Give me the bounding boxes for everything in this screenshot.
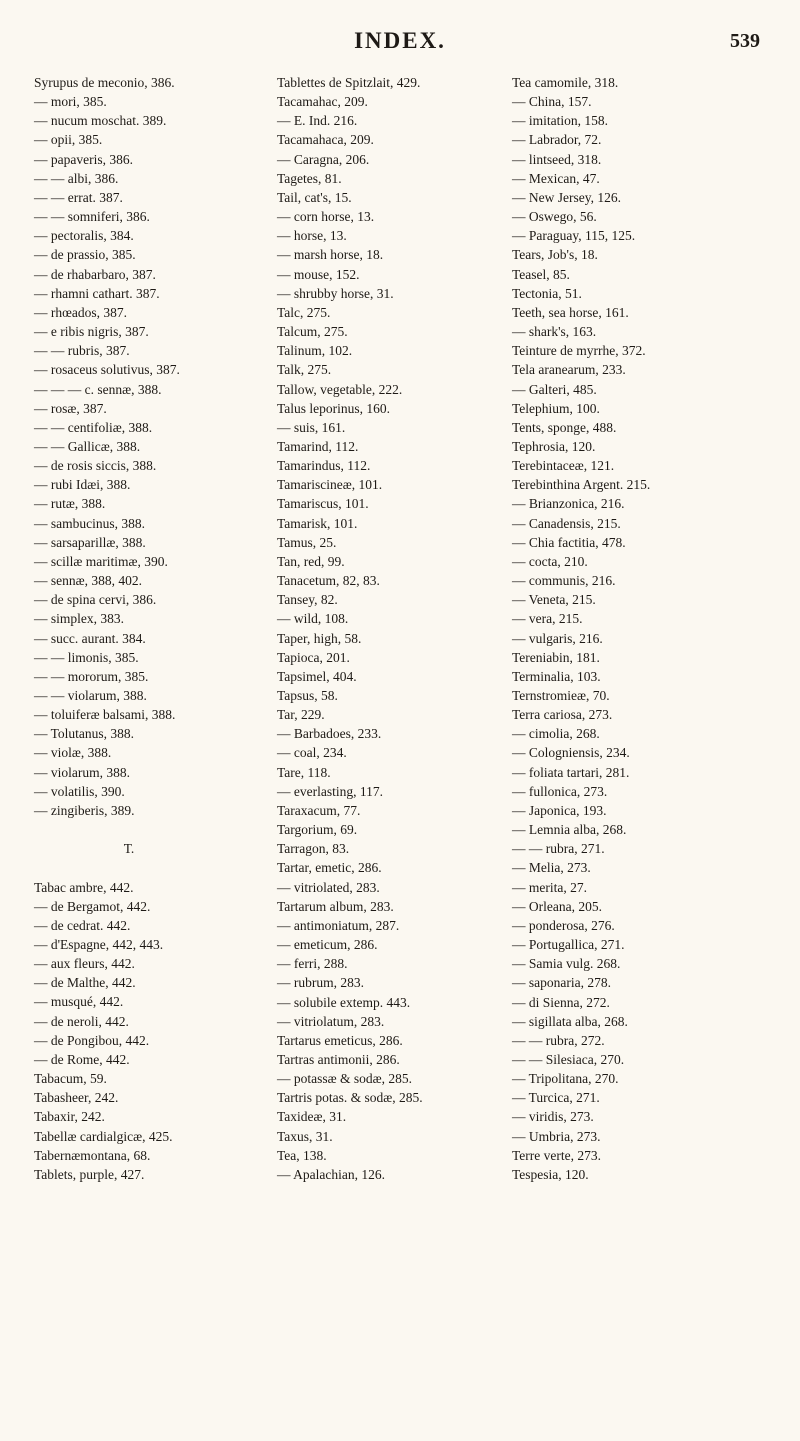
index-entry: — Paraguay, 115, 125.: [512, 228, 636, 244]
index-entry: — Cologniensis, 234.: [512, 745, 630, 761]
index-entry: — sigillata alba, 268.: [512, 1013, 628, 1029]
index-entry: Terebinthina Argent. 215.: [512, 477, 651, 493]
index-entry: — corn horse, 13.: [277, 209, 375, 225]
index-columns: [0, 73, 800, 1383]
index-entry: Talk, 275.: [277, 362, 332, 378]
index-entry: — rosaceus solutivus, 387.: [34, 362, 180, 378]
index-entry: — de Malthe, 442.: [34, 975, 136, 991]
index-entry: — de Pongibou, 442.: [34, 1032, 150, 1048]
index-entry: Tectonia, 51.: [512, 285, 582, 301]
index-entry: Taraxacum, 77.: [277, 802, 361, 818]
index-entry: — China, 157.: [512, 94, 592, 110]
index-entry: — violæ, 388.: [34, 745, 112, 761]
index-column-2: [277, 73, 527, 1184]
index-entry: Tephrosia, 120.: [512, 438, 596, 454]
index-entry: Tapsimel, 404.: [277, 668, 357, 684]
index-entry: — succ. aurant. 384.: [34, 630, 146, 646]
index-entry: — — limonis, 385.: [34, 649, 139, 665]
index-entry: — suis, 161.: [277, 419, 346, 435]
index-entry: — cimolia, 268.: [512, 726, 600, 742]
index-entry: — rubi Idæi, 388.: [34, 477, 131, 493]
index-entry: Taxus, 31.: [277, 1128, 333, 1144]
index-column-1: [34, 73, 284, 1184]
index-entry: Tartar, emetic, 286.: [277, 860, 382, 876]
index-entry: Tereniabin, 181.: [512, 649, 600, 665]
index-entry: — nucum moschat. 389.: [34, 113, 167, 129]
index-entry: — Japonica, 193.: [512, 802, 607, 818]
index-entry: — — violarum, 388.: [34, 688, 147, 703]
index-entry: — lintseed, 318.: [512, 151, 602, 167]
index-entry: Terminalia, 103.: [512, 668, 601, 684]
index-entry: Tacamahaca, 209.: [277, 132, 374, 148]
index-entry: — Chia factitia, 478.: [512, 534, 626, 550]
spacer: [34, 858, 284, 877]
index-entry: — — mororum, 385.: [34, 668, 149, 684]
index-entry: — cocta, 210.: [512, 553, 588, 569]
index-entry: Tela aranearum, 233.: [512, 362, 626, 378]
index-entry: Tartarum album, 283.: [277, 898, 394, 914]
index-entry: Tents, sponge, 488.: [512, 419, 617, 435]
index-entry: Teeth, sea horse, 161.: [512, 304, 629, 320]
index-entry: — pectoralis, 384.: [34, 228, 134, 244]
index-entry: — sambucinus, 388.: [34, 515, 145, 531]
index-entry: — Barbadoes, 233.: [277, 726, 382, 742]
index-entry: Tabacum, 59.: [34, 1071, 107, 1087]
index-entry: Tare, 118.: [277, 764, 331, 780]
index-entry: — fullonica, 273.: [512, 783, 608, 799]
index-entry: Tartarus emeticus, 286.: [277, 1032, 403, 1048]
index-entry: — merita, 27.: [512, 879, 587, 895]
index-entry: — d'Espagne, 442, 443.: [34, 937, 164, 952]
index-entry: Tansey, 82.: [277, 592, 338, 608]
index-entry: — Orleana, 205.: [512, 898, 602, 914]
index-entry: — — rubris, 387.: [34, 343, 130, 359]
index-entry: — musqué, 442.: [34, 994, 124, 1010]
index-entry: — — albi, 386.: [34, 170, 119, 186]
index-entry: — Apalachian, 126.: [277, 1166, 385, 1182]
index-entry: — solubile extemp. 443.: [277, 994, 411, 1010]
index-entry: Tan, red, 99.: [277, 553, 345, 569]
index-entry: Tacamahac, 209.: [277, 94, 368, 110]
index-entry: Taper, high, 58.: [277, 630, 362, 646]
index-entry: — wild, 108.: [277, 611, 349, 627]
index-entry: — — rubra, 271.: [512, 841, 605, 857]
index-entry: Tea camomile, 318.: [512, 75, 619, 90]
index-entry: — de rhabarbaro, 387.: [34, 266, 156, 282]
index-entry: — communis, 216.: [512, 573, 616, 589]
section-letter: T.: [123, 841, 135, 857]
index-entry: — rhœados, 387.: [34, 304, 127, 320]
index-entry: — Veneta, 215.: [512, 592, 596, 608]
index-entry: Tespesia, 120.: [512, 1166, 589, 1182]
index-entry: — papaveris, 386.: [34, 151, 133, 167]
index-entry: Tamarind, 112.: [277, 438, 359, 454]
index-entry: Tabasheer, 242.: [34, 1090, 119, 1106]
index-entry: — Labrador, 72.: [512, 132, 602, 148]
index-entry: — Mexican, 47.: [512, 170, 600, 186]
index-entry: — vitriolatum, 283.: [277, 1013, 385, 1029]
index-entry: — — somniferi, 386.: [34, 209, 150, 225]
index-entry: — Umbria, 273.: [512, 1128, 601, 1144]
index-entry: Tamariscineæ, 101.: [277, 477, 383, 493]
index-entry: — aux fleurs, 442.: [34, 956, 135, 972]
index-entry: Tamus, 25.: [277, 534, 337, 550]
index-entry: — antimoniatum, 287.: [277, 917, 400, 933]
index-entry: Terebintaceæ, 121.: [512, 458, 615, 474]
index-entry: — simplex, 383.: [34, 611, 124, 627]
index-column-3: [512, 73, 787, 1184]
index-entry: — potassæ & sodæ, 285.: [277, 1071, 413, 1087]
index-entry: Tabac ambre, 442.: [34, 879, 134, 895]
index-entry: Teinture de myrrhe, 372.: [512, 343, 646, 359]
spacer: [34, 820, 284, 839]
page-number: 539: [730, 30, 760, 52]
index-entry: Tablets, purple, 427.: [34, 1166, 145, 1182]
index-entry: Tea, 138.: [277, 1147, 327, 1163]
running-head: [0, 28, 800, 58]
index-entry: — Tripolitana, 270.: [512, 1071, 619, 1087]
index-entry: — horse, 13.: [277, 228, 347, 244]
index-entry: — marsh horse, 18.: [277, 247, 384, 263]
index-entry: Talc, 275.: [277, 304, 331, 320]
index-entry: Tamariscus, 101.: [277, 496, 369, 512]
index-entry: — ferri, 288.: [277, 956, 348, 972]
index-entry: — rosæ, 387.: [34, 400, 107, 416]
index-entry: — sarsaparillæ, 388.: [34, 534, 146, 550]
index-entry: — — Gallicæ, 388.: [34, 438, 141, 454]
index-entry: Talinum, 102.: [277, 343, 353, 359]
index-entry: — — errat. 387.: [34, 189, 123, 205]
index-entry: — viridis, 273.: [512, 1109, 594, 1125]
index-entry: Tablettes de Spitzlait, 429.: [277, 75, 421, 90]
index-entry: — rhamni cathart. 387.: [34, 285, 160, 301]
index-entry: Teasel, 85.: [512, 266, 570, 282]
index-entry: — Brianzonica, 216.: [512, 496, 625, 512]
index-entry: Tears, Job's, 18.: [512, 247, 598, 263]
index-entry: — mouse, 152.: [277, 266, 360, 282]
index-entry: — Turcica, 271.: [512, 1090, 600, 1106]
index-entry: — everlasting, 117.: [277, 783, 383, 799]
index-entry: — Portugallica, 271.: [512, 937, 625, 953]
index-entry: Telephium, 100.: [512, 400, 600, 416]
index-entry: — vera, 215.: [512, 611, 583, 627]
index-entry: Talus leporinus, 160.: [277, 400, 391, 416]
index-entry: — toluiferæ balsami, 388.: [34, 707, 176, 723]
index-entry: — Caragna, 206.: [277, 151, 370, 167]
index-entry: Targorium, 69.: [277, 822, 358, 838]
index-entry: — — rubra, 272.: [512, 1032, 605, 1048]
index-entry: — Lemnia alba, 268.: [512, 822, 627, 838]
index-entry: — imitation, 158.: [512, 113, 608, 129]
index-entry: Syrupus de meconio, 386.: [34, 75, 175, 90]
index-entry: Tallow, vegetable, 222.: [277, 381, 403, 397]
index-entry: — saponaria, 278.: [512, 975, 611, 991]
index-entry: — de rosis siccis, 388.: [34, 458, 157, 474]
index-entry: — opii, 385.: [34, 132, 103, 148]
index-entry: — New Jersey, 126.: [512, 189, 621, 205]
index-entry: — rubrum, 283.: [277, 975, 364, 991]
index-entry: — — centifoliæ, 388.: [34, 419, 153, 435]
index-entry: Terra cariosa, 273.: [512, 707, 613, 723]
index-entry: — de Rome, 442.: [34, 1051, 130, 1067]
index-entry: Ternstromieæ, 70.: [512, 688, 610, 703]
index-entry: — volatilis, 390.: [34, 783, 125, 799]
index-entry: — foliata tartari, 281.: [512, 764, 630, 780]
index-entry: — Canadensis, 215.: [512, 515, 621, 531]
index-entry: — vulgaris, 216.: [512, 630, 603, 646]
index-entry: — Oswego, 56.: [512, 209, 597, 225]
index-entry: — Galteri, 485.: [512, 381, 597, 397]
index-entry: Tabernæmontana, 68.: [34, 1147, 151, 1163]
index-entry: Tartras antimonii, 286.: [277, 1051, 400, 1067]
index-entry: — violarum, 388.: [34, 764, 130, 780]
index-entry: — — — c. sennæ, 388.: [34, 381, 162, 397]
page-title: INDEX.: [354, 28, 446, 53]
index-entry: Talcum, 275.: [277, 324, 348, 340]
index-entry: — sennæ, 388, 402.: [34, 573, 142, 589]
index-entry: — mori, 385.: [34, 94, 107, 110]
index-entry: — emeticum, 286.: [277, 937, 378, 953]
index-entry: — di Sienna, 272.: [512, 994, 610, 1010]
index-entry: Tapioca, 201.: [277, 649, 350, 665]
index-entry: Tapsus, 58.: [277, 688, 338, 703]
index-entry: — zingiberis, 389.: [34, 802, 135, 818]
index-entry: Tartris potas. & sodæ, 285.: [277, 1090, 423, 1106]
index-entry: — Melia, 273.: [512, 860, 591, 876]
index-entry: Taxideæ, 31.: [277, 1109, 347, 1125]
index-entry: — vitriolated, 283.: [277, 879, 380, 895]
index-entry: — de Bergamot, 442.: [34, 898, 151, 914]
index-entry: — de cedrat. 442.: [34, 917, 131, 933]
index-entry: — Tolutanus, 388.: [34, 726, 135, 742]
index-entry: — e ribis nigris, 387.: [34, 324, 149, 340]
index-entry: — ponderosa, 276.: [512, 917, 615, 933]
index-entry: — Samia vulg. 268.: [512, 956, 621, 972]
index-entry: Tagetes, 81.: [277, 170, 342, 186]
index-entry: — scillæ maritimæ, 390.: [34, 553, 168, 569]
index-entry: — de neroli, 442.: [34, 1013, 129, 1029]
index-entry: Tail, cat's, 15.: [277, 189, 352, 205]
index-entry: — — Silesiaca, 270.: [512, 1051, 625, 1067]
index-entry: Tarragon, 83.: [277, 841, 350, 857]
index-entry: — shrubby horse, 31.: [277, 285, 394, 301]
index-entry: Tar, 229.: [277, 707, 325, 723]
index-entry: — de prassio, 385.: [34, 247, 136, 263]
index-entry: Tabaxir, 242.: [34, 1109, 105, 1125]
index-entry: — E. Ind. 216.: [277, 113, 358, 129]
index-entry: — shark's, 163.: [512, 324, 597, 340]
index-entry: Tabellæ cardialgicæ, 425.: [34, 1128, 173, 1144]
index-entry: Terre verte, 273.: [512, 1147, 602, 1163]
index-entry: — rutæ, 388.: [34, 496, 106, 512]
index-entry: — de spina cervi, 386.: [34, 592, 157, 608]
index-entry: — coal, 234.: [277, 745, 347, 761]
index-entry: Tamarindus, 112.: [277, 458, 371, 474]
index-entry: Tamarisk, 101.: [277, 515, 358, 531]
index-entry: Tanacetum, 82, 83.: [277, 573, 380, 589]
